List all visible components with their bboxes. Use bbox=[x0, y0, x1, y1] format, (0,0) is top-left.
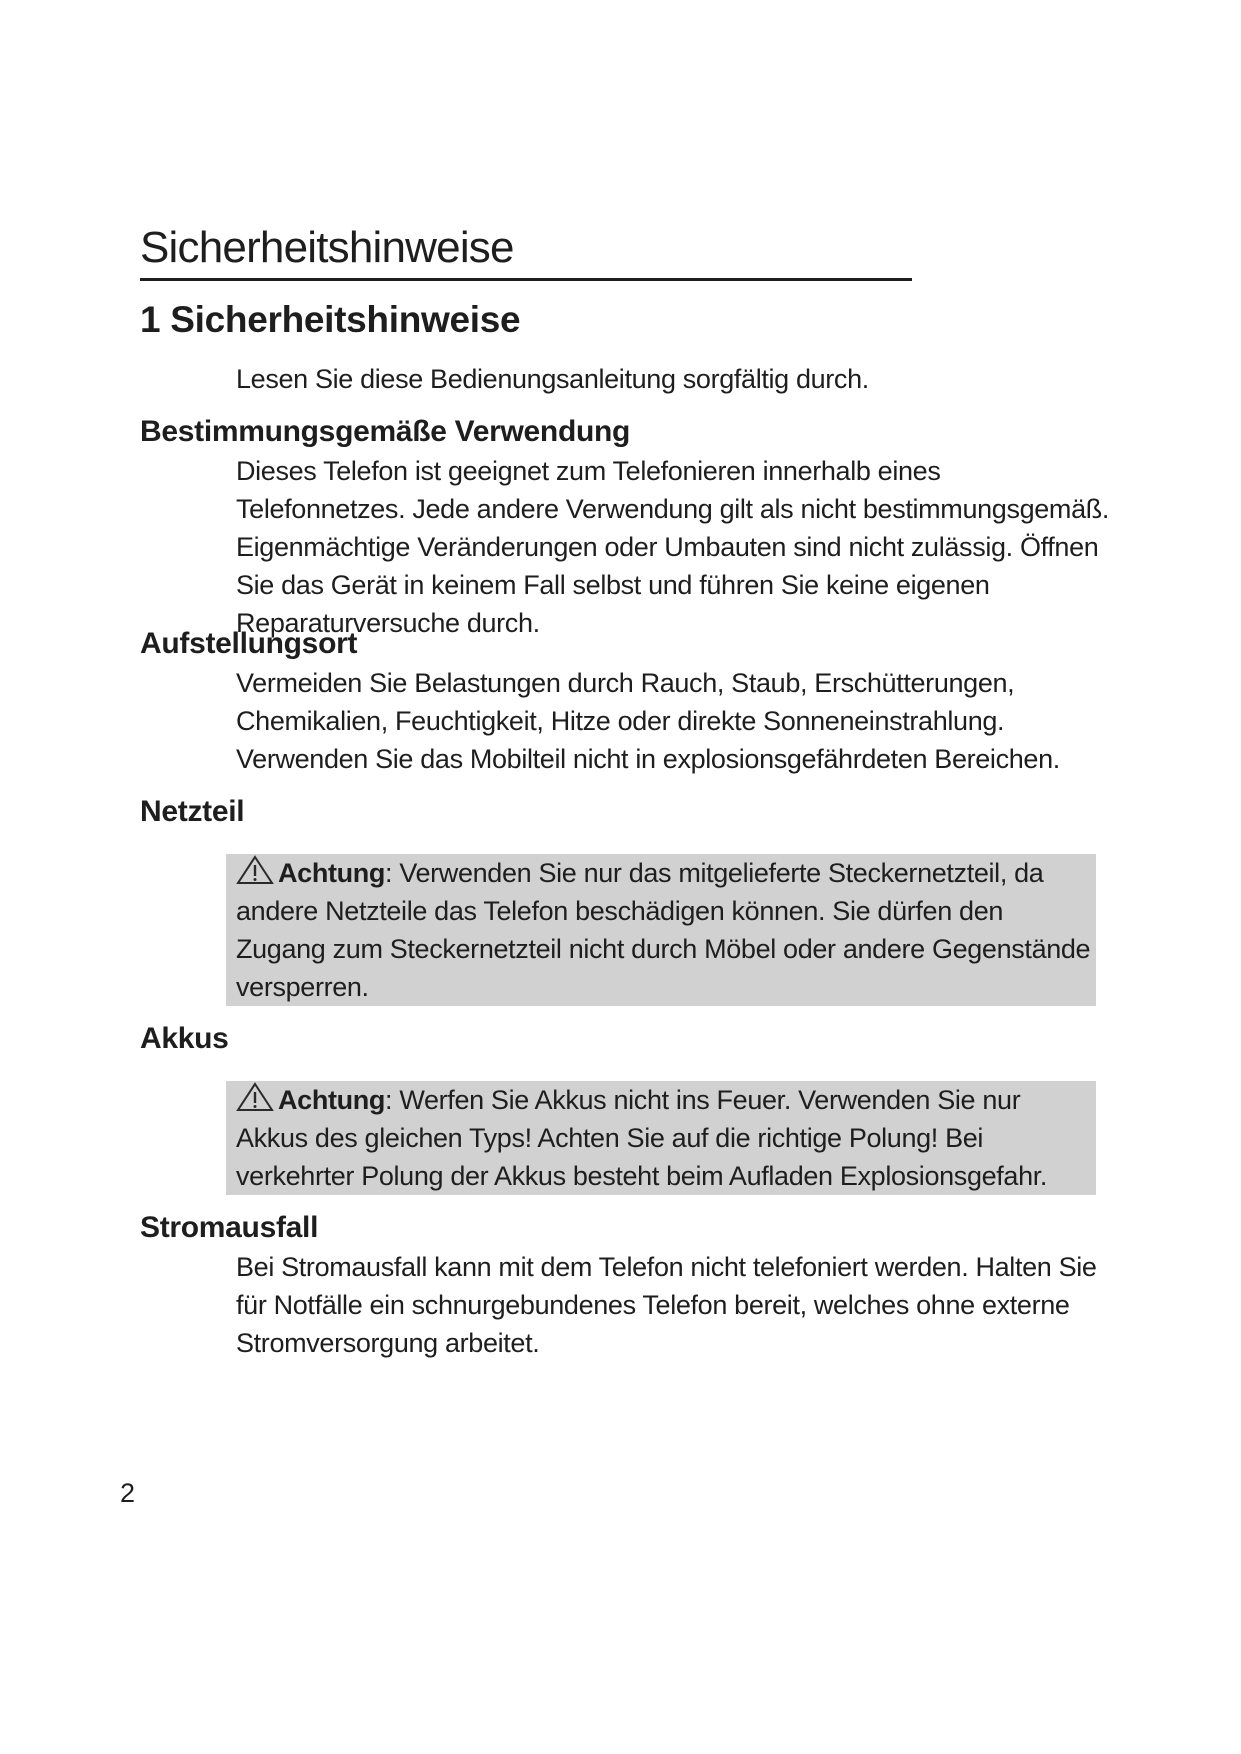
section-heading-power-failure: Stromausfall bbox=[140, 1211, 319, 1244]
section-heading-location: Aufstellungsort bbox=[140, 627, 358, 660]
warning-triangle-icon bbox=[236, 855, 274, 885]
section-text-location-explosion: Verwenden Sie das Mobilteil nicht in explosionsgefährdeten Bereichen. bbox=[236, 744, 1060, 774]
warning-text: : Verwenden Sie nur das mitgelieferte Steckernetzteil, da andere Netzteile das Telefon beschädigen können. Sie dürfen den Zugang zum Steckernetzteil nicht durch Möbel oder andere Gegenstände versperren. bbox=[236, 858, 1091, 1002]
warning-text: : Werfen Sie Akkus nicht ins Feuer. Verwenden Sie nur Akkus des gleichen Typs! Achten Sie auf die richtige Polung! Bei verkehrter Polung der Akkus besteht beim Aufladen Explosionsgefahr. bbox=[236, 1085, 1048, 1191]
chapter-intro: Lesen Sie diese Bedienungsanleitung sorgfältig durch. bbox=[236, 364, 869, 394]
warning-label: Achtung bbox=[278, 1085, 386, 1115]
section-text-location: Vermeiden Sie Belastungen durch Rauch, Staub, Erschütterungen, Chemikalien, Feuchtigkeit, Hitze oder direkte Sonneneinstrahlung. bbox=[236, 668, 1015, 736]
page-header-title: Sicherheitshinweise bbox=[140, 222, 912, 281]
warning-box-power-supply bbox=[226, 854, 1096, 1006]
page-number: 2 bbox=[120, 1478, 136, 1508]
chapter-title: 1 Sicherheitshinweise bbox=[140, 299, 521, 340]
section-heading-usage: Bestimmungsgemäße Verwendung bbox=[140, 415, 631, 448]
section-text-usage: Dieses Telefon ist geeignet zum Telefonieren innerhalb eines Telefonnetzes. Jede andere Verwendung gilt als nicht bestimmungsgemäß. Eigenmächtige Veränderungen oder Umbauten sind nicht zulässig. Öffnen Sie das Gerät in keinem Fall selbst und führen Sie keine eigenen Reparaturversuche durch. bbox=[236, 456, 1110, 638]
section-heading-batteries: Akkus bbox=[140, 1022, 229, 1055]
section-heading-power-supply: Netzteil bbox=[140, 795, 245, 828]
warning-box-batteries bbox=[226, 1081, 1096, 1195]
warning-label: Achtung bbox=[278, 858, 386, 888]
warning-triangle-icon bbox=[236, 1082, 274, 1112]
section-text-power-failure: Bei Stromausfall kann mit dem Telefon nicht telefoniert werden. Halten Sie für Notfälle ein schnurgebundenes Telefon bereit, welches ohne externe Stromversorgung arbeitet. bbox=[236, 1252, 1097, 1358]
